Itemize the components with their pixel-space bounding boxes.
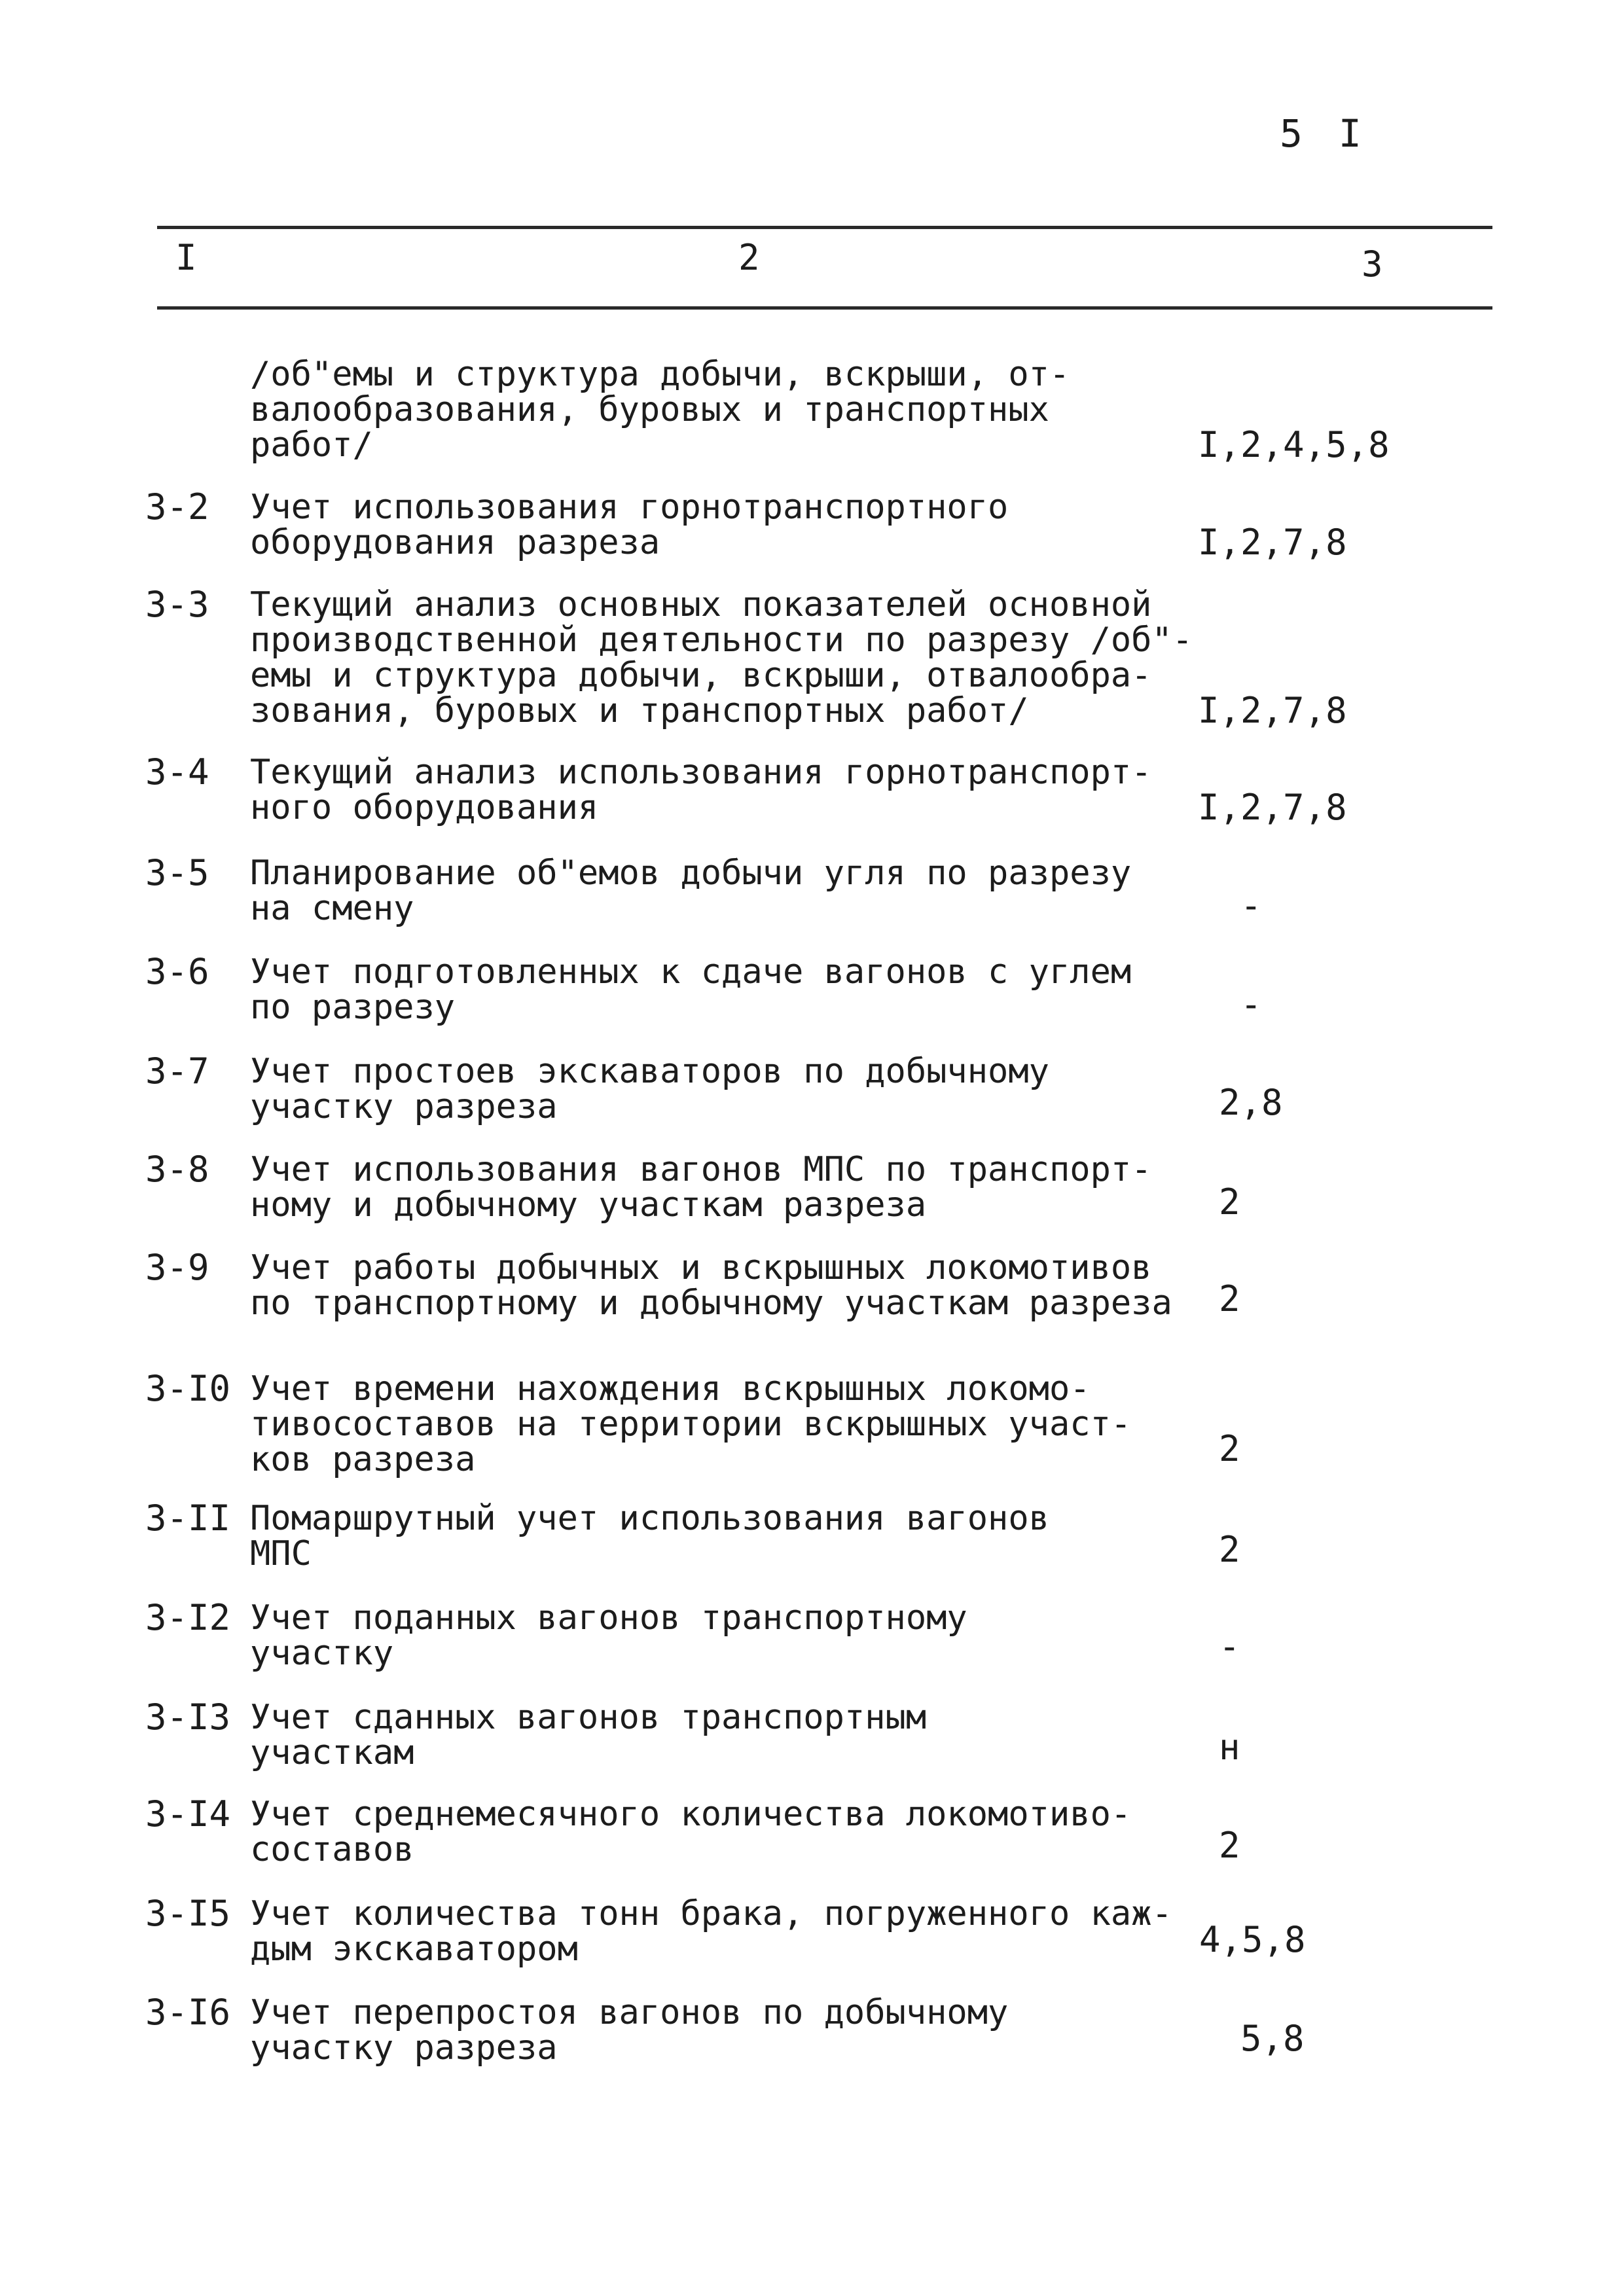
row-description: Учет простоев экскаваторов по добычному участку разреза xyxy=(250,1052,1049,1126)
row-description: Учет подготовленных к сдаче вагонов с углем по разрезу xyxy=(250,952,1132,1027)
row-number: 3-4 xyxy=(145,751,209,793)
row-codes: 2 xyxy=(1219,1529,1240,1570)
row-description: Текущий анализ основных показателей основной производственной деятельности по разрезу /об"- емы и структура добычи, вскрыши, отвалообра- зования, буровых и транспортных работ/ xyxy=(250,585,1193,730)
row-number: 3-5 xyxy=(145,852,209,893)
row-number: 3-9 xyxy=(145,1247,209,1288)
column-header-2: 2 xyxy=(738,237,760,278)
row-number: 3-I2 xyxy=(145,1597,231,1638)
row-description: Помаршрутный учет использования вагонов МПС xyxy=(250,1499,1049,1573)
row-number: 3-I4 xyxy=(145,1793,231,1835)
row-codes: н xyxy=(1219,1727,1240,1768)
row-description: Текущий анализ использования горнотранспорт- ного оборудования xyxy=(250,753,1152,827)
row-codes: 4,5,8 xyxy=(1199,1919,1306,1960)
row-codes: 2 xyxy=(1219,1428,1240,1469)
row-description: /об"емы и структура добычи, вскрыши, от- валообразования, буровых и транспортных работ/ xyxy=(250,355,1070,465)
row-codes: - xyxy=(1240,984,1262,1025)
row-number: 3-I5 xyxy=(145,1893,231,1934)
row-description: Учет перепростоя вагонов по добычному участку разреза xyxy=(250,1993,1009,2068)
row-description: Учет сданных вагонов транспортным участкам xyxy=(250,1698,927,1772)
row-codes: 2 xyxy=(1219,1278,1240,1319)
row-number: 3-2 xyxy=(145,486,209,528)
row-description: Учет работы добычных и вскрышных локомотивов по транспортному и добычному участкам разреза xyxy=(250,1248,1172,1323)
row-number: 3-6 xyxy=(145,951,209,992)
row-number: 3-I0 xyxy=(145,1368,231,1409)
row-number: 3-8 xyxy=(145,1149,209,1190)
row-codes: I,2,7,8 xyxy=(1198,787,1347,828)
row-codes: I,2,4,5,8 xyxy=(1198,424,1390,465)
row-description: Учет количества тонн брака, погруженного каж- дым экскаватором xyxy=(250,1894,1172,1969)
table-top-rule xyxy=(157,226,1492,229)
table-header-rule xyxy=(157,306,1492,310)
row-codes: 2,8 xyxy=(1219,1082,1283,1123)
row-number: 3-I3 xyxy=(145,1696,231,1738)
row-number: 3-7 xyxy=(145,1050,209,1092)
column-header-1: I xyxy=(175,237,197,278)
row-codes: 5,8 xyxy=(1240,2018,1305,2059)
row-number: 3-II xyxy=(145,1498,231,1539)
row-codes: 2 xyxy=(1219,1181,1240,1223)
row-description: Учет использования вагонов МПС по транспорт- ному и добычному участкам разреза xyxy=(250,1150,1152,1225)
row-description: Учет времени нахождения вскрышных локомо- тивосоставов на территории вскрышных участ- ков разреза xyxy=(250,1369,1132,1479)
row-number: 3-3 xyxy=(145,584,209,625)
row-codes: 2 xyxy=(1219,1825,1240,1866)
row-codes: I,2,7,8 xyxy=(1198,690,1347,731)
row-description: Учет использования горнотранспортного оборудования разреза xyxy=(250,488,1009,562)
row-codes: I,2,7,8 xyxy=(1198,522,1347,563)
row-description: Учет поданных вагонов транспортному участку xyxy=(250,1598,967,1673)
row-codes: - xyxy=(1240,885,1262,926)
row-description: Учет среднемесячного количества локомотиво- составов xyxy=(250,1795,1132,1869)
row-codes: - xyxy=(1219,1626,1240,1667)
page-number: 5 I xyxy=(1280,111,1368,156)
row-description: Планирование об"емов добычи угля по разрезу на смену xyxy=(250,853,1132,928)
column-header-3: 3 xyxy=(1362,243,1383,285)
row-number: 3-I6 xyxy=(145,1992,231,2033)
